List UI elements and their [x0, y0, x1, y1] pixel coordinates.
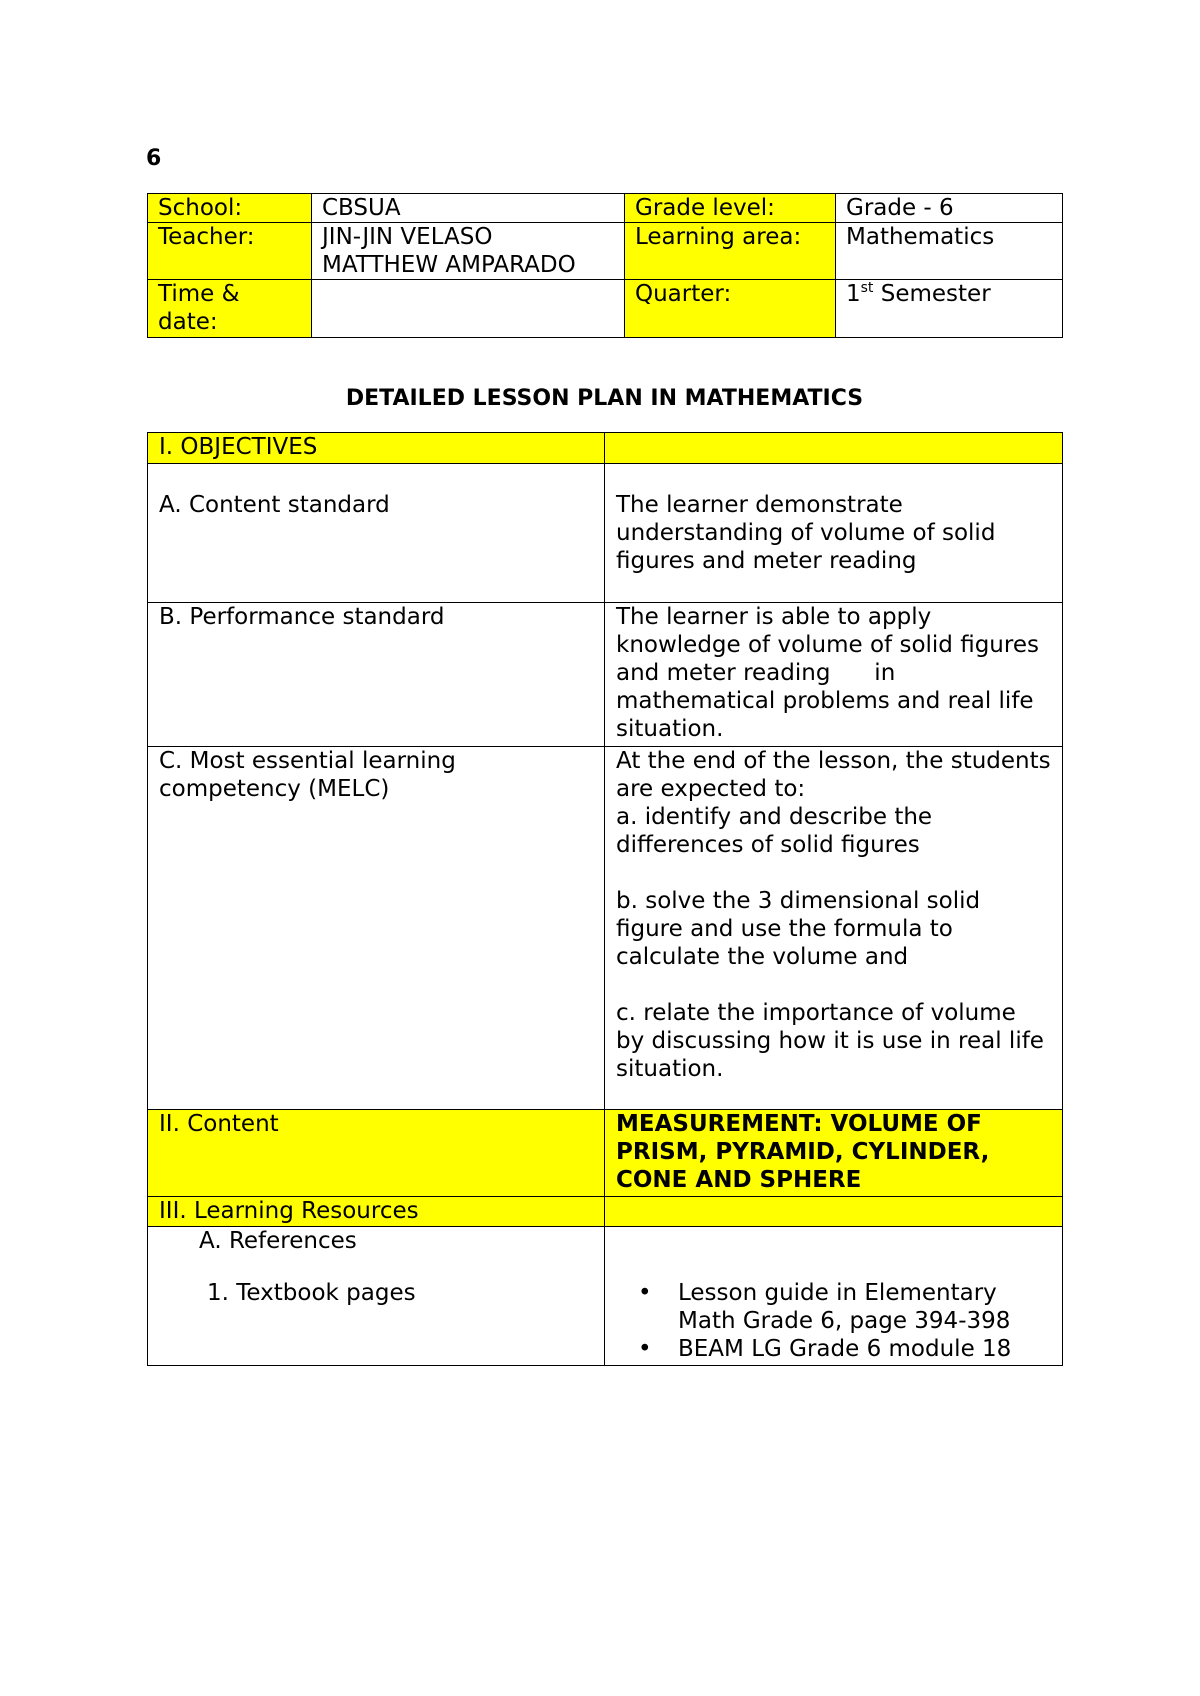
list-item: • Lesson guide in Elementary Math Grade 6, page 394-398 — [638, 1280, 1011, 1334]
melc-objective-a: a. identify and describe the differences of solid figures — [616, 804, 933, 858]
list-item: • BEAM LG Grade 6 module 18 — [638, 1336, 1012, 1362]
textbook-pages-label: 1. Textbook pages — [207, 1280, 416, 1306]
quarter-ordinal: st — [860, 280, 874, 296]
time-date-label: Time & date: — [148, 280, 312, 338]
lesson-plan-table — [147, 432, 1063, 1366]
bullet-icon: • — [638, 1336, 652, 1362]
melc-value — [605, 747, 1063, 1110]
page-number: 6 — [146, 146, 162, 171]
melc-label: C. Most essential learning competency (MELC) — [148, 747, 605, 1110]
learning-resources-label: III. Learning Resources — [148, 1197, 605, 1227]
references-list — [616, 1279, 1051, 1363]
page-title: DETAILED LESSON PLAN IN MATHEMATICS — [345, 386, 864, 411]
performance-standard-value: The learner is able to apply knowledge of volume of solid figures and meter reading in mathematical problems and real life situation. — [605, 603, 1063, 747]
teacher-name-1: JIN-JIN VELASO — [322, 224, 493, 250]
quarter-text: Semester — [873, 281, 991, 307]
content-standard-label: A. Content standard — [148, 464, 605, 603]
references-label: A. References — [199, 1228, 357, 1254]
school-info-table — [147, 193, 1063, 338]
school-value: CBSUA — [312, 194, 625, 223]
teacher-label: Teacher: — [148, 223, 312, 280]
bullet-icon: • — [638, 1280, 652, 1306]
content-label: II. Content — [148, 1110, 605, 1197]
melc-objective-b: b. solve the 3 dimensional solid figure and use the formula to calculate the volume and — [616, 888, 981, 970]
performance-standard-label: B. Performance standard — [148, 603, 605, 747]
quarter-label: Quarter: — [625, 280, 836, 338]
grade-level-label: Grade level: — [625, 194, 836, 223]
melc-objective-c: c. relate the importance of volume by discussing how it is use in real life situation. — [616, 1000, 1044, 1082]
learning-resources-blank — [605, 1197, 1063, 1227]
learning-area-value: Mathematics — [836, 223, 1063, 280]
learning-area-label: Learning area: — [625, 223, 836, 280]
references-list-cell — [605, 1227, 1063, 1366]
school-label: School: — [148, 194, 312, 223]
quarter-number: 1 — [846, 281, 861, 307]
objectives-header-blank — [605, 433, 1063, 464]
objectives-header: I. OBJECTIVES — [148, 433, 605, 464]
melc-intro: At the end of the lesson, the students are expected to: — [616, 748, 1051, 802]
teacher-name-2: MATTHEW AMPARADO — [322, 252, 576, 278]
content-standard-value: The learner demonstrate understanding of volume of solid figures and meter reading — [605, 464, 1063, 603]
quarter-value — [836, 280, 1063, 338]
teacher-value — [312, 223, 625, 280]
time-date-value — [312, 280, 625, 338]
content-value: MEASUREMENT: VOLUME OF PRISM, PYRAMID, CYLINDER, CONE AND SPHERE — [605, 1110, 1063, 1197]
references-cell — [148, 1227, 605, 1366]
grade-level-value: Grade - 6 — [836, 194, 1063, 223]
